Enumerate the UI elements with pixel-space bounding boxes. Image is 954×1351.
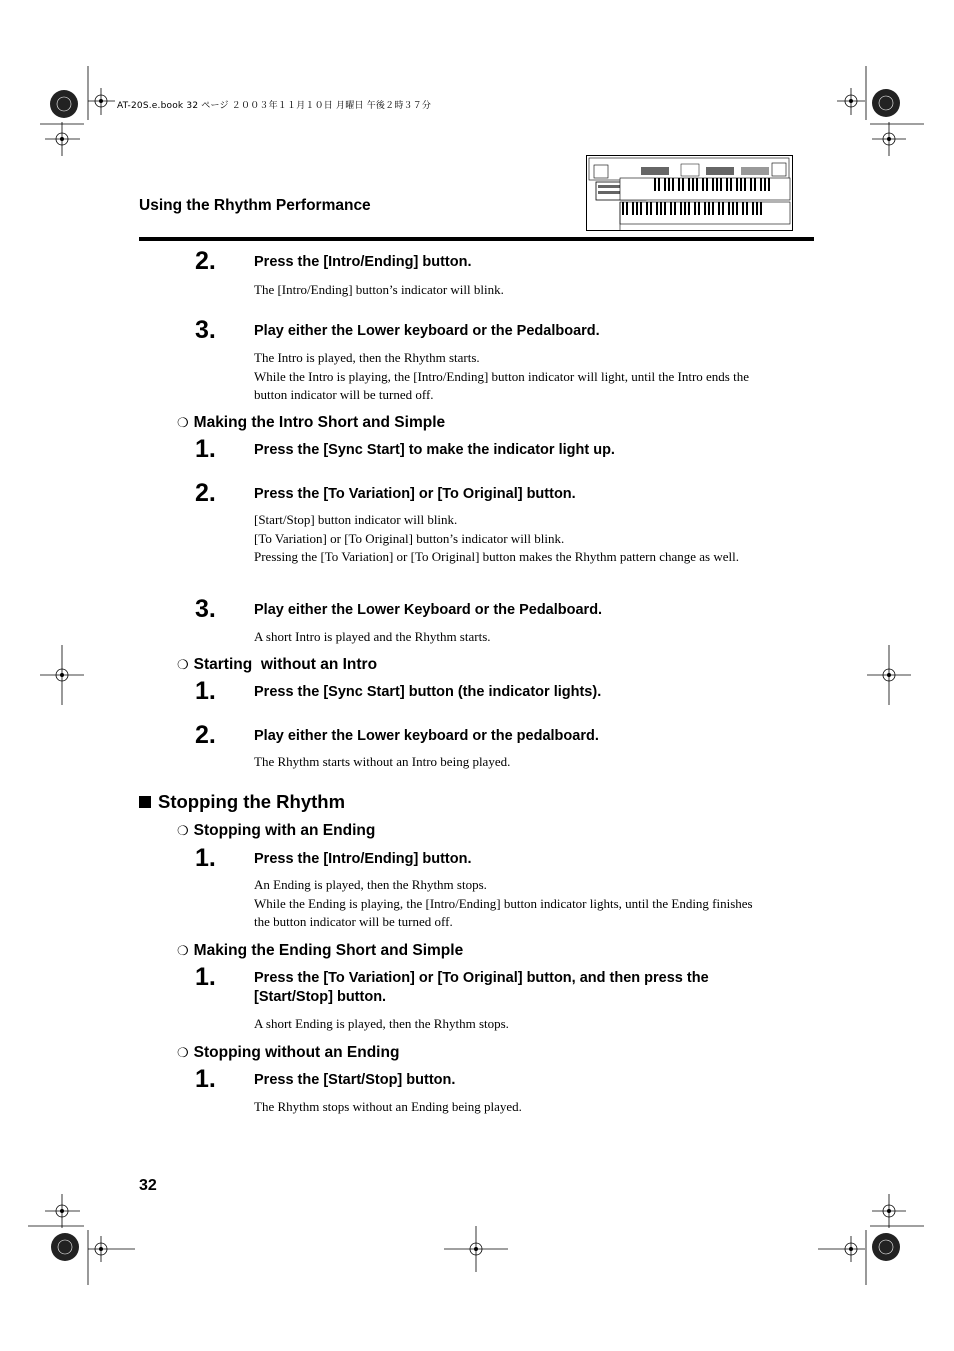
subsection-title-text: Starting without an Intro [193, 656, 378, 673]
body-line: The [Intro/Ending] button’s indicator will blink. [254, 282, 504, 297]
step-number: 1. [195, 963, 216, 991]
subsection-title [177, 822, 375, 840]
subsection-title-text: Making the Ending Short and Simple [193, 942, 464, 959]
step-number: 2. [195, 247, 216, 275]
body-line: A short Intro is played and the Rhythm starts. [254, 629, 491, 644]
subsection-title [177, 656, 377, 674]
subsection-title-text: Making the Intro Short and Simple [193, 414, 446, 431]
subsection-title [177, 414, 445, 432]
circle-bullet-icon: ❍ [177, 823, 189, 838]
circle-bullet-icon: ❍ [177, 1045, 189, 1060]
step-instruction: Press the [Intro/Ending] button. [254, 851, 472, 867]
step-number: 1. [195, 677, 216, 705]
step-instruction: Press the [Sync Start] button (the indicator lights). [254, 684, 602, 700]
body-line: An Ending is played, then the Rhythm stops. [254, 877, 487, 892]
section-title-text: Stopping the Rhythm [158, 791, 346, 812]
subsection-title-text: Stopping without an Ending [193, 1044, 400, 1061]
step-instruction: Play either the Lower Keyboard or the Pedalboard. [254, 602, 603, 618]
step-instruction: Press the [Start/Stop] button. [254, 1072, 456, 1088]
header-rule [139, 237, 814, 241]
step-number: 1. [195, 435, 216, 463]
file-header: AT-20S.e.book 32 ページ ２００３年１１月１０日 月曜日 午後２時３７分 [117, 101, 432, 111]
step-instruction: Press the [To Variation] or [To Original] button. [254, 486, 576, 502]
body-line: The Rhythm stops without an Ending being played. [254, 1099, 522, 1114]
body-line: [Start/Stop] button indicator will blink. [254, 512, 458, 527]
step-instruction: Press the [Intro/Ending] button. [254, 254, 472, 270]
step-number: 2. [195, 479, 216, 507]
circle-bullet-icon: ❍ [177, 657, 189, 672]
step-body [254, 876, 764, 932]
body-line: While the Ending is playing, the [Intro/Ending] button indicator lights, until the Ending finishes the button indicator will be turned off. [254, 895, 753, 929]
step-instruction: Press the [Sync Start] to make the indicator light up. [254, 442, 615, 458]
step-body [254, 511, 764, 567]
body-line: Pressing the [To Variation] or [To Original] button makes the Rhythm pattern change as well. [254, 549, 739, 564]
step-body [254, 1098, 764, 1117]
step-number: 3. [195, 316, 216, 344]
step-number: 1. [195, 844, 216, 872]
section-header: Using the Rhythm Performance [139, 197, 371, 214]
organ-panel-illustration [586, 155, 794, 232]
step-number: 1. [195, 1065, 216, 1093]
body-line: While the Intro is playing, the [Intro/Ending] button indicator will light, until the Intro ends the button indicator will be turned off. [254, 368, 749, 402]
subsection-title [177, 1044, 399, 1062]
subsection-title [177, 942, 463, 960]
step-body [254, 281, 764, 300]
circle-bullet-icon: ❍ [177, 415, 189, 430]
step-number: 2. [195, 721, 216, 749]
body-line: [To Variation] or [To Original] button’s indicator will blink. [254, 530, 565, 546]
step-body [254, 349, 764, 405]
body-line: The Intro is played, then the Rhythm starts. [254, 350, 480, 365]
page-number: 32 [139, 1177, 157, 1194]
body-line: The Rhythm starts without an Intro being played. [254, 754, 511, 769]
square-bullet-icon [139, 796, 151, 808]
step-body [254, 753, 764, 772]
step-instruction: Play either the Lower keyboard or the pedalboard. [254, 728, 599, 744]
circle-bullet-icon: ❍ [177, 943, 189, 958]
step-instruction: Play either the Lower keyboard or the Pedalboard. [254, 323, 600, 339]
step-body [254, 628, 764, 647]
step-instruction: Press the [To Variation] or [To Original] button, and then press the [Start/Stop] button. [254, 970, 709, 1005]
section-title [139, 791, 345, 813]
subsection-title-text: Stopping with an Ending [193, 822, 376, 839]
body-line: A short Ending is played, then the Rhythm stops. [254, 1016, 509, 1031]
step-number: 3. [195, 595, 216, 623]
step-body [254, 1015, 764, 1034]
